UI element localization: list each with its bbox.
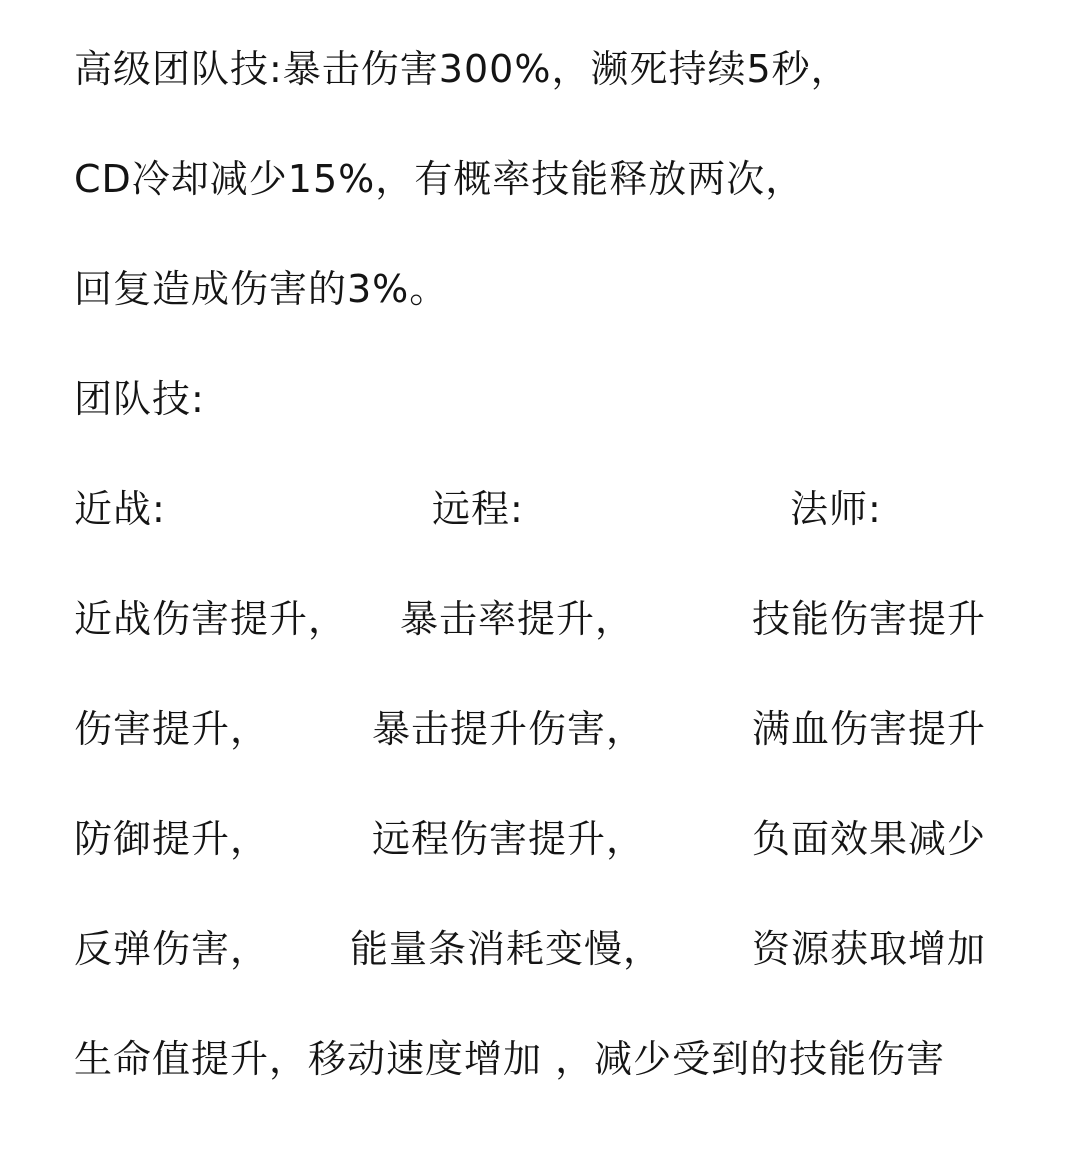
ranged-header: 远程: (432, 487, 524, 531)
melee-item: 伤害提升， (74, 707, 270, 751)
ranged-item: 能量条消耗变慢， (350, 927, 663, 971)
footer-line: 生命值提升，移动速度增加 ，减少受到的技能伤害 (74, 1037, 946, 1081)
cooldown-line: CD冷却减少15%，有概率技能释放两次， (74, 157, 805, 201)
melee-item: 近战伤害提升， (74, 597, 348, 641)
mage-item: 满血伤害提升 (752, 707, 987, 751)
melee-item: 防御提升， (74, 817, 270, 861)
ranged-item: 远程伤害提升， (372, 817, 646, 861)
advanced-team-skill-line: 高级团队技:暴击伤害300%，濒死持续5秒， (74, 47, 850, 91)
mage-item: 负面效果减少 (752, 817, 987, 861)
melee-header: 近战: (74, 487, 166, 531)
melee-item: 反弹伤害， (74, 927, 270, 971)
ranged-item: 暴击率提升， (400, 597, 635, 641)
mage-item: 技能伤害提升 (752, 597, 987, 641)
team-skill-heading: 团队技: (74, 377, 205, 421)
mage-item: 资源获取增加 (752, 927, 987, 971)
heal-line: 回复造成伤害的3%。 (74, 267, 449, 311)
ranged-item: 暴击提升伤害， (372, 707, 646, 751)
mage-header: 法师: (790, 487, 882, 531)
